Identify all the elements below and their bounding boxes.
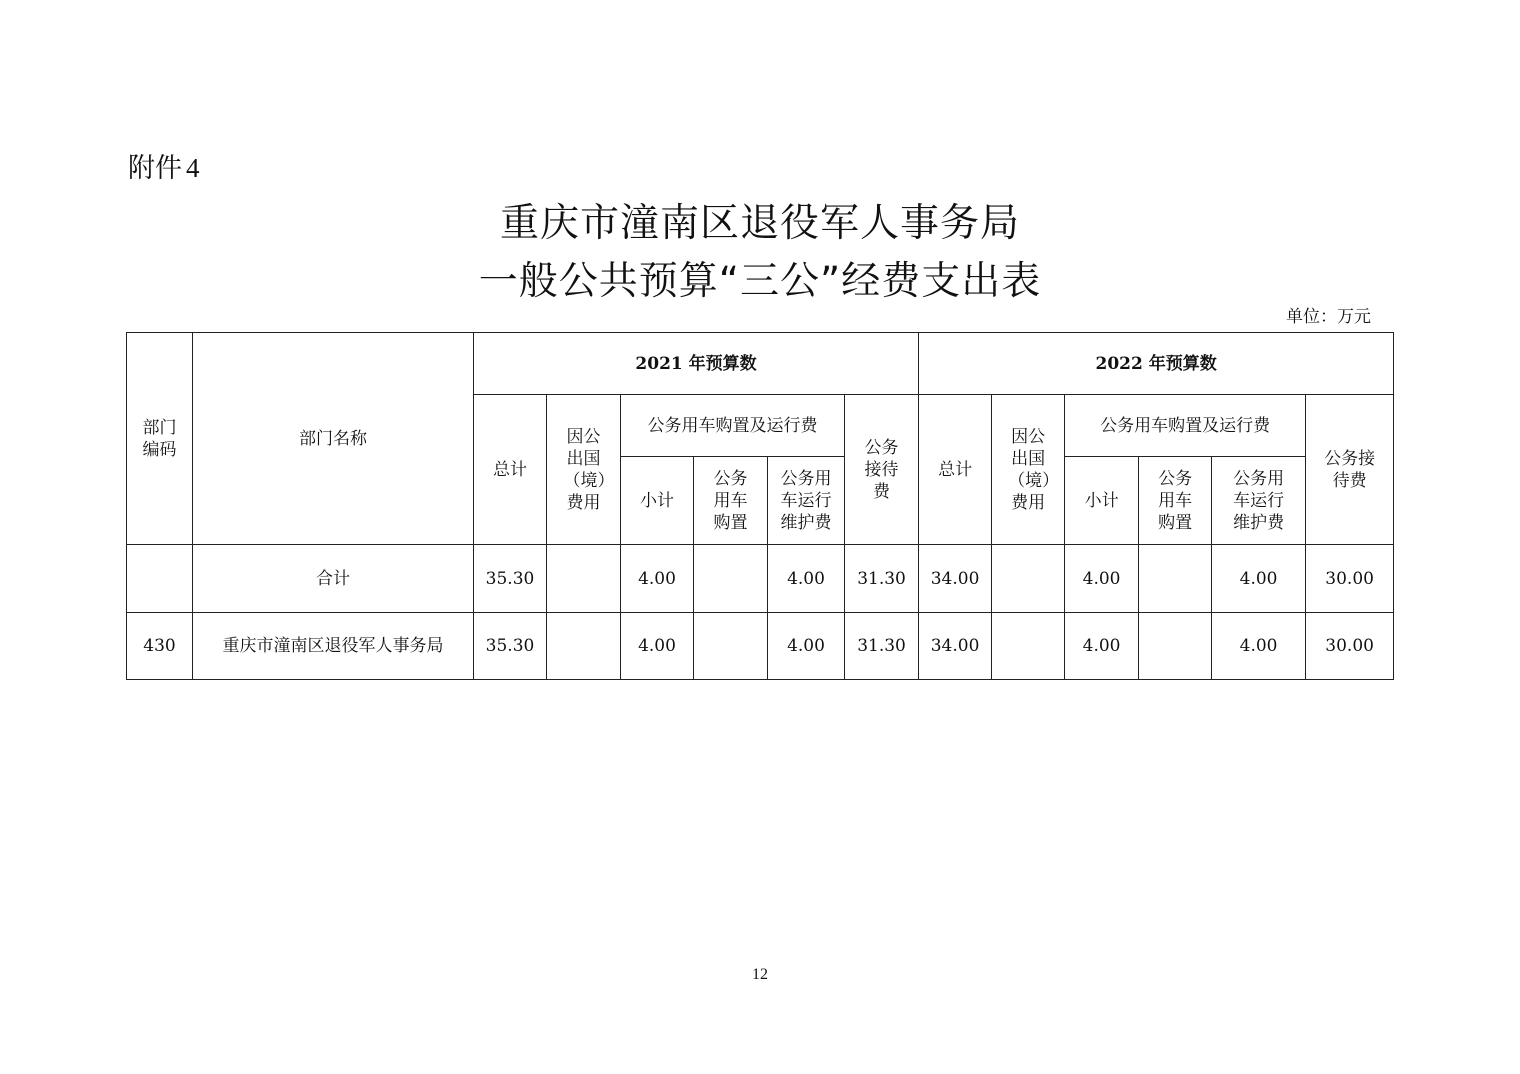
header-y2-subtotal: 小计 — [1065, 457, 1139, 545]
cell-y1-subtotal: 4.00 — [621, 545, 694, 613]
cell-y2-subtotal: 4.00 — [1065, 613, 1139, 680]
header-y1-operation: 公务用车运行维护费 — [768, 457, 845, 545]
cell-y1-operation: 4.00 — [768, 545, 845, 613]
unit-label: 单位：万元 — [1286, 307, 1371, 327]
attachment-label — [128, 146, 200, 185]
page-number: 12 — [752, 966, 768, 983]
cell-y2-travel — [992, 545, 1065, 613]
cell-y1-reception: 31.30 — [845, 545, 919, 613]
header-y1-vehicle: 公务用车购置及运行费 — [621, 395, 845, 457]
cell-y2-travel — [992, 613, 1065, 680]
header-y1-purchase: 公务用车购置 — [694, 457, 768, 545]
cell-y1-total: 35.30 — [474, 613, 547, 680]
table-row — [127, 613, 1394, 680]
budget-table — [126, 332, 1394, 680]
attachment-number: 4 — [186, 153, 200, 183]
page-title-line1: 重庆市潼南区退役军人事务局 — [499, 201, 1020, 246]
cell-y2-total: 34.00 — [919, 545, 992, 613]
cell-name: 合计 — [193, 545, 474, 613]
cell-code: 430 — [127, 613, 193, 680]
cell-y1-reception: 31.30 — [845, 613, 919, 680]
header-year-2022: 2022 年预算数 — [919, 333, 1394, 395]
header-year-2021: 2021 年预算数 — [474, 333, 919, 395]
header-y2-reception: 公务接待费 — [1306, 395, 1394, 545]
attachment-text: 附件 — [128, 153, 182, 184]
cell-code — [127, 545, 193, 613]
cell-y2-purchase — [1139, 613, 1212, 680]
cell-y2-reception: 30.00 — [1306, 545, 1394, 613]
cell-y2-purchase — [1139, 545, 1212, 613]
header-y2-vehicle: 公务用车购置及运行费 — [1065, 395, 1306, 457]
header-y1-total: 总计 — [474, 395, 547, 545]
header-y2-travel: 因公出国（境）费用 — [992, 395, 1065, 545]
cell-y2-reception: 30.00 — [1306, 613, 1394, 680]
header-y2-purchase: 公务用车购置 — [1139, 457, 1212, 545]
cell-y1-purchase — [694, 545, 768, 613]
cell-y2-operation: 4.00 — [1212, 613, 1306, 680]
table-row-total — [127, 545, 1394, 613]
header-y1-reception: 公务接待费 — [845, 395, 919, 545]
cell-y2-subtotal: 4.00 — [1065, 545, 1139, 613]
cell-y1-purchase — [694, 613, 768, 680]
header-y1-travel: 因公出国（境）费用 — [547, 395, 621, 545]
header-dept-code: 部门编码 — [127, 333, 193, 545]
cell-y1-operation: 4.00 — [768, 613, 845, 680]
cell-y2-operation: 4.00 — [1212, 545, 1306, 613]
header-y2-total: 总计 — [919, 395, 992, 545]
cell-y1-travel — [547, 613, 621, 680]
header-y1-subtotal: 小计 — [621, 457, 694, 545]
cell-y1-total: 35.30 — [474, 545, 547, 613]
page-title-line2: 一般公共预算“三公”经费支出表 — [478, 259, 1042, 304]
cell-name: 重庆市潼南区退役军人事务局 — [193, 613, 474, 680]
header-dept-name: 部门名称 — [193, 333, 474, 545]
cell-y1-travel — [547, 545, 621, 613]
cell-y2-total: 34.00 — [919, 613, 992, 680]
cell-y1-subtotal: 4.00 — [621, 613, 694, 680]
header-y2-operation: 公务用车运行维护费 — [1212, 457, 1306, 545]
